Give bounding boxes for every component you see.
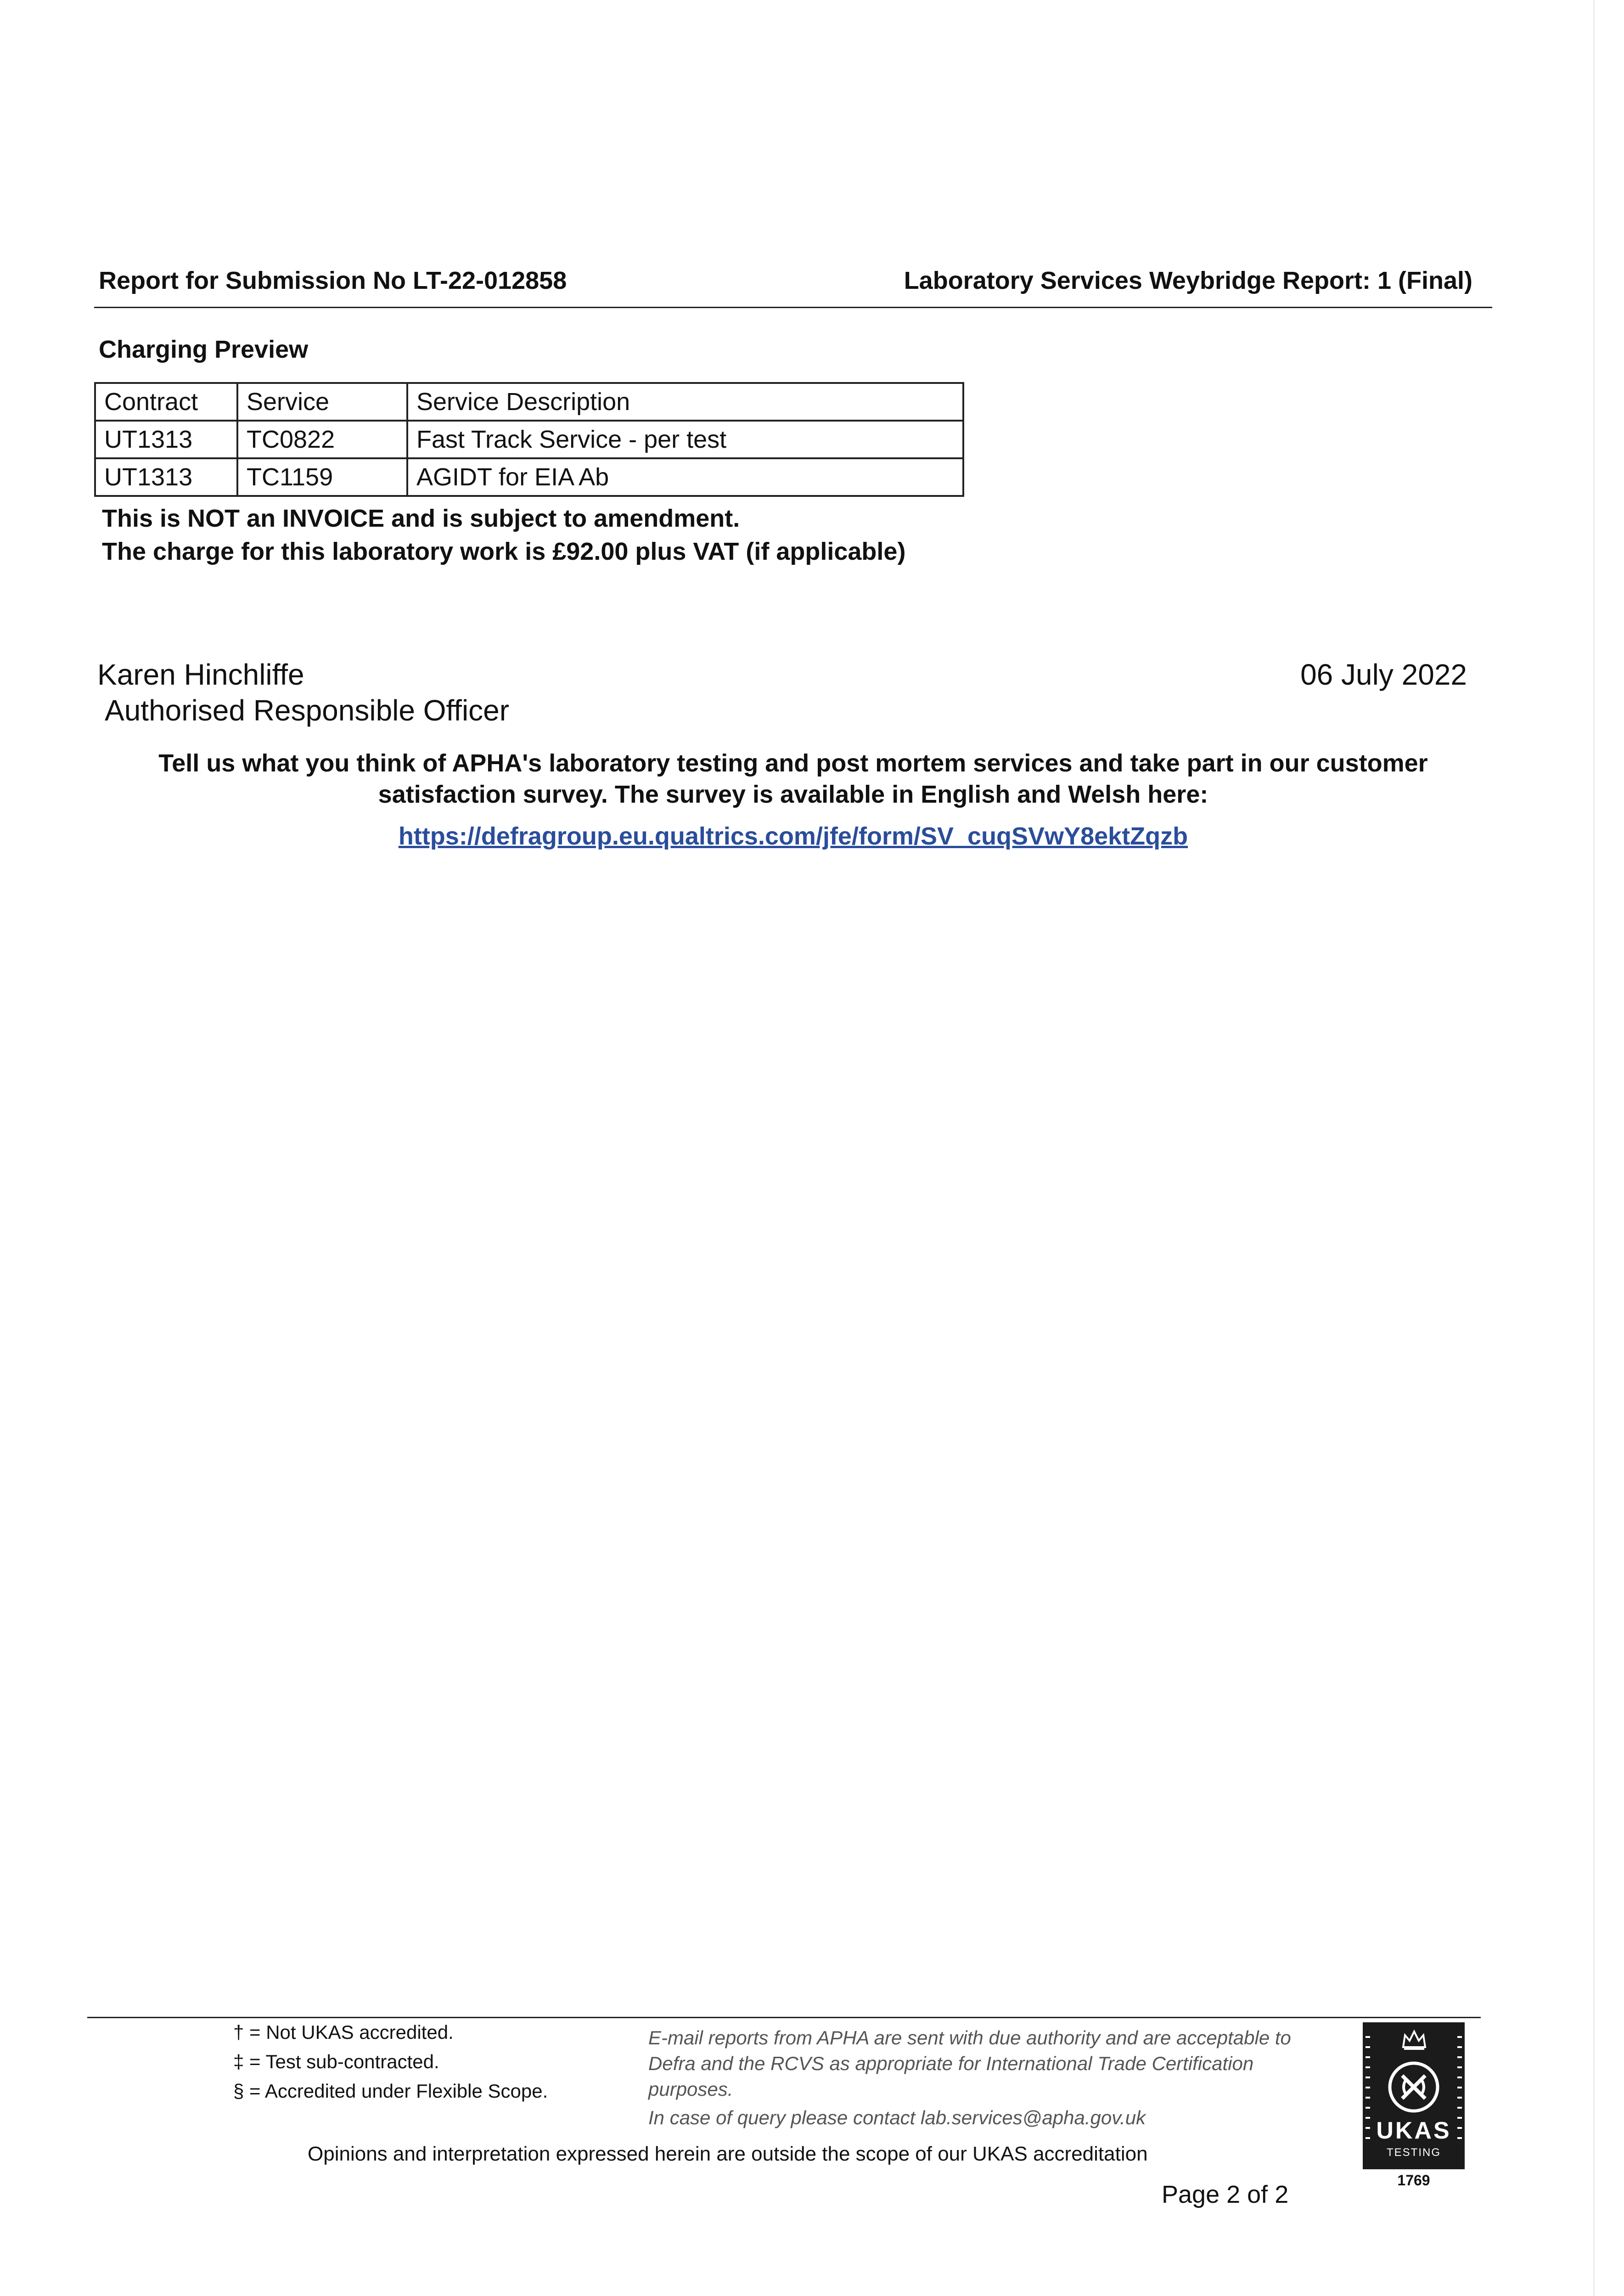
survey-invitation — [94, 748, 1492, 810]
invoice-notice: This is NOT an INVOICE and is subject to amendment. — [102, 505, 740, 532]
signatory-role: Authorised Responsible Officer — [105, 694, 510, 727]
table-header-row — [95, 383, 963, 421]
email-disclaimer: E-mail reports from APHA are sent with due authority and are acceptable to Defra and the RCVS as appropriate for International Trade Certification purposes. — [648, 2027, 1291, 2100]
legend-not-accredited: † = Not UKAS accredited. — [233, 2021, 454, 2043]
report-title-header: Laboratory Services Weybridge Report: 1 (Final) — [904, 267, 1472, 294]
table-row — [95, 421, 963, 458]
cell-service: TC1159 — [237, 458, 407, 496]
legend-sub-contracted: ‡ = Test sub-contracted. — [233, 2051, 439, 2072]
survey-line-1: Tell us what you think of APHA's laboratory testing and post mortem services and take part in our customer — [158, 749, 1428, 777]
ukas-emblem-icon — [1387, 2060, 1441, 2114]
footer-divider — [87, 2017, 1481, 2018]
column-header-contract: Contract — [95, 383, 237, 421]
ukas-testing-label: TESTING — [1386, 2146, 1441, 2159]
accreditation-scope-note: Opinions and interpretation expressed herein are outside the scope of our UKAS accreditation — [308, 2143, 1148, 2165]
page-number: Page 2 of 2 — [1162, 2181, 1289, 2208]
ukas-accreditation-number: 1769 — [1397, 2172, 1430, 2189]
report-date: 06 July 2022 — [1300, 658, 1467, 691]
table-row — [95, 458, 963, 496]
crown-icon — [1401, 2029, 1427, 2051]
query-contact: In case of query please contact lab.services@apha.gov.uk — [648, 2107, 1146, 2128]
ukas-wordmark: UKAS — [1376, 2117, 1451, 2144]
cell-service-description: AGIDT for EIA Ab — [407, 458, 963, 496]
charging-preview-title: Charging Preview — [99, 336, 309, 363]
legend-flexible-scope: § = Accredited under Flexible Scope. — [233, 2080, 548, 2102]
charging-table — [94, 382, 964, 497]
submission-number-header: Report for Submission No LT-22-012858 — [99, 267, 567, 294]
cell-service-description: Fast Track Service - per test — [407, 421, 963, 458]
cell-service: TC0822 — [237, 421, 407, 458]
scan-edge — [1593, 0, 1595, 2296]
survey-link[interactable]: https://defragroup.eu.qualtrics.com/jfe/form/SV_cuqSVwY8ektZqzb — [398, 822, 1188, 850]
column-header-service-description: Service Description — [407, 383, 963, 421]
charge-amount-notice: The charge for this laboratory work is £92.00 plus VAT (if applicable) — [102, 538, 906, 565]
ukas-logo — [1363, 2022, 1465, 2169]
column-header-service: Service — [237, 383, 407, 421]
cell-contract: UT1313 — [95, 458, 237, 496]
survey-line-2: satisfaction survey. The survey is available in English and Welsh here: — [378, 781, 1208, 808]
signatory-name: Karen Hinchliffe — [97, 658, 304, 691]
cell-contract: UT1313 — [95, 421, 237, 458]
header-divider — [94, 307, 1492, 308]
